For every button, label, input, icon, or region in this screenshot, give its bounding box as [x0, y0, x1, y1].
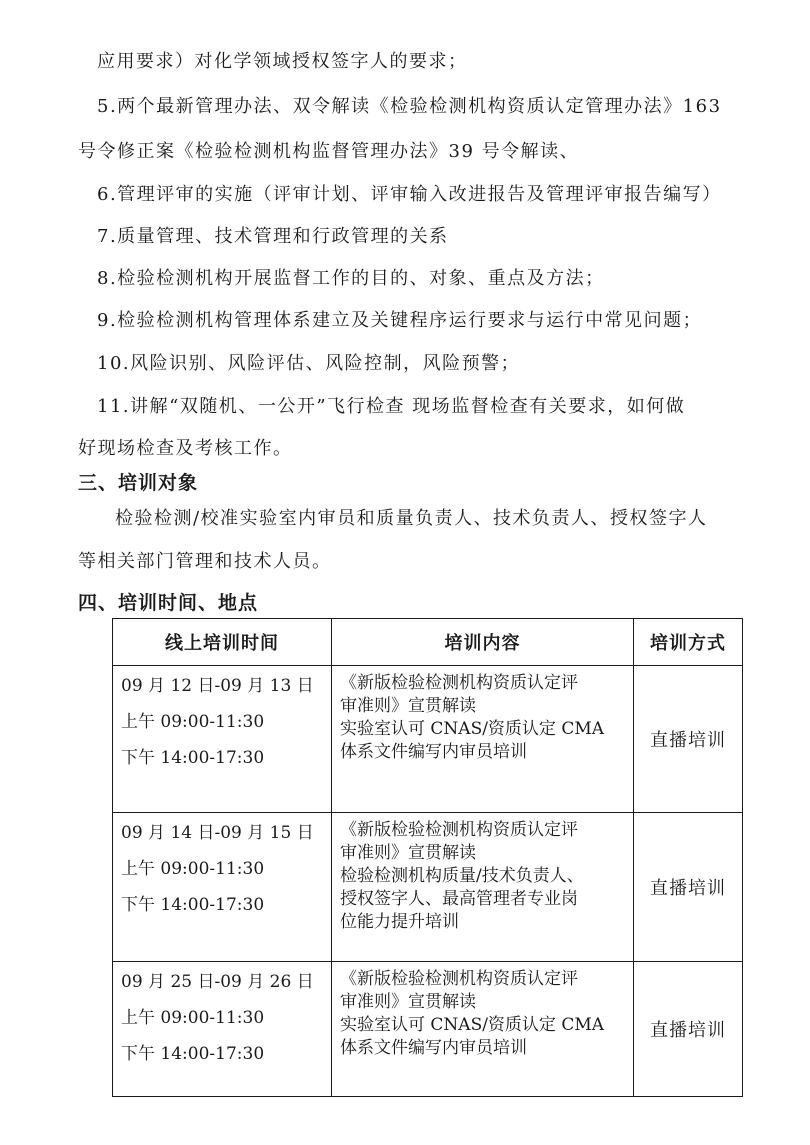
paragraph-line: 11.讲解“双随机、一公开”飞行检查 现场监督检查有关要求，如何做 — [97, 396, 686, 417]
content-cell — [332, 813, 634, 962]
mode-cell: 直播培训 — [634, 666, 743, 813]
morning-session: 上午 09:00-11:30 — [121, 712, 265, 732]
content-line: 《新版检验检测机构资质认定评 — [340, 820, 578, 840]
section-heading-trainees: 三、培训对象 — [78, 472, 199, 494]
paragraph-line: 9.检验检测机构管理体系建立及关键程序运行要求与运行中常见问题； — [97, 310, 703, 331]
content-line: 审准则》宣贯解读 — [340, 843, 476, 863]
time-cell — [113, 813, 332, 962]
afternoon-session: 下午 14:00-17:30 — [121, 1044, 265, 1064]
content-line: 检验检测机构质量/技术负责人、 — [340, 866, 584, 886]
content-line: 实验室认可 CNAS/资质认定 CMA — [340, 719, 605, 739]
paragraph-line: 8.检验检测机构开展监督工作的目的、对象、重点及方法； — [97, 268, 605, 289]
paragraph-line: 6.管理评审的实施（评审计划、评审输入改进报告及管理评审报告编写） — [97, 184, 722, 205]
paragraph-line: 10.风险识别、风险评估、风险控制，风险预警； — [97, 353, 521, 374]
content-line: 位能力提升培训 — [340, 912, 459, 932]
morning-session: 上午 09:00-11:30 — [121, 1008, 265, 1028]
section-heading-time-place: 四、培训时间、地点 — [78, 592, 259, 614]
afternoon-session: 下午 14:00-17:30 — [121, 895, 265, 915]
content-line: 《新版检验检测机构资质认定评 — [340, 673, 578, 693]
morning-session: 上午 09:00-11:30 — [121, 859, 265, 879]
content-cell — [332, 962, 634, 1097]
header-online-time: 线上培训时间 — [113, 619, 332, 666]
date-range: 09 月 25 日-09 月 26 日 — [121, 972, 314, 992]
paragraph-line: 应用要求）对化学领域授权签字人的要求； — [97, 51, 468, 72]
date-range: 09 月 12 日-09 月 13 日 — [121, 676, 314, 696]
date-range: 09 月 14 日-09 月 15 日 — [121, 823, 314, 843]
content-line: 审准则》宣贯解读 — [340, 696, 476, 716]
content-line: 授权签字人、最高管理者专业岗 — [340, 889, 578, 909]
header-training-mode: 培训方式 — [634, 619, 743, 666]
paragraph-line: 7.质量管理、技术管理和行政管理的关系 — [97, 226, 449, 247]
paragraph-line: 好现场检查及考核工作。 — [78, 438, 293, 459]
mode-cell: 直播培训 — [634, 962, 743, 1097]
table-header-row — [113, 619, 743, 666]
paragraph-line: 检验检测/校准实验室内审员和质量负责人、技术负责人、授权签字人 — [115, 508, 708, 529]
content-line: 《新版检验检测机构资质认定评 — [340, 969, 578, 989]
content-line: 体系文件编写内审员培训 — [340, 1038, 527, 1058]
time-cell — [113, 666, 332, 813]
paragraph-line: 号令修正案《检验检测机构监督管理办法》39 号令解读、 — [78, 141, 580, 162]
header-training-content: 培训内容 — [332, 619, 634, 666]
content-cell — [332, 666, 634, 813]
paragraph-line: 等相关部门管理和技术人员。 — [78, 551, 332, 572]
mode-cell: 直播培训 — [634, 813, 743, 962]
content-line: 实验室认可 CNAS/资质认定 CMA — [340, 1015, 605, 1035]
training-schedule-table — [112, 618, 743, 1097]
table-row — [113, 813, 743, 962]
time-cell — [113, 962, 332, 1097]
content-line: 审准则》宣贯解读 — [340, 992, 476, 1012]
table-row — [113, 962, 743, 1097]
paragraph-line: 5.两个最新管理办法、双令解读《检验检测机构资质认定管理办法》163 — [97, 96, 722, 117]
content-line: 体系文件编写内审员培训 — [340, 742, 527, 762]
afternoon-session: 下午 14:00-17:30 — [121, 748, 265, 768]
table-row — [113, 666, 743, 813]
